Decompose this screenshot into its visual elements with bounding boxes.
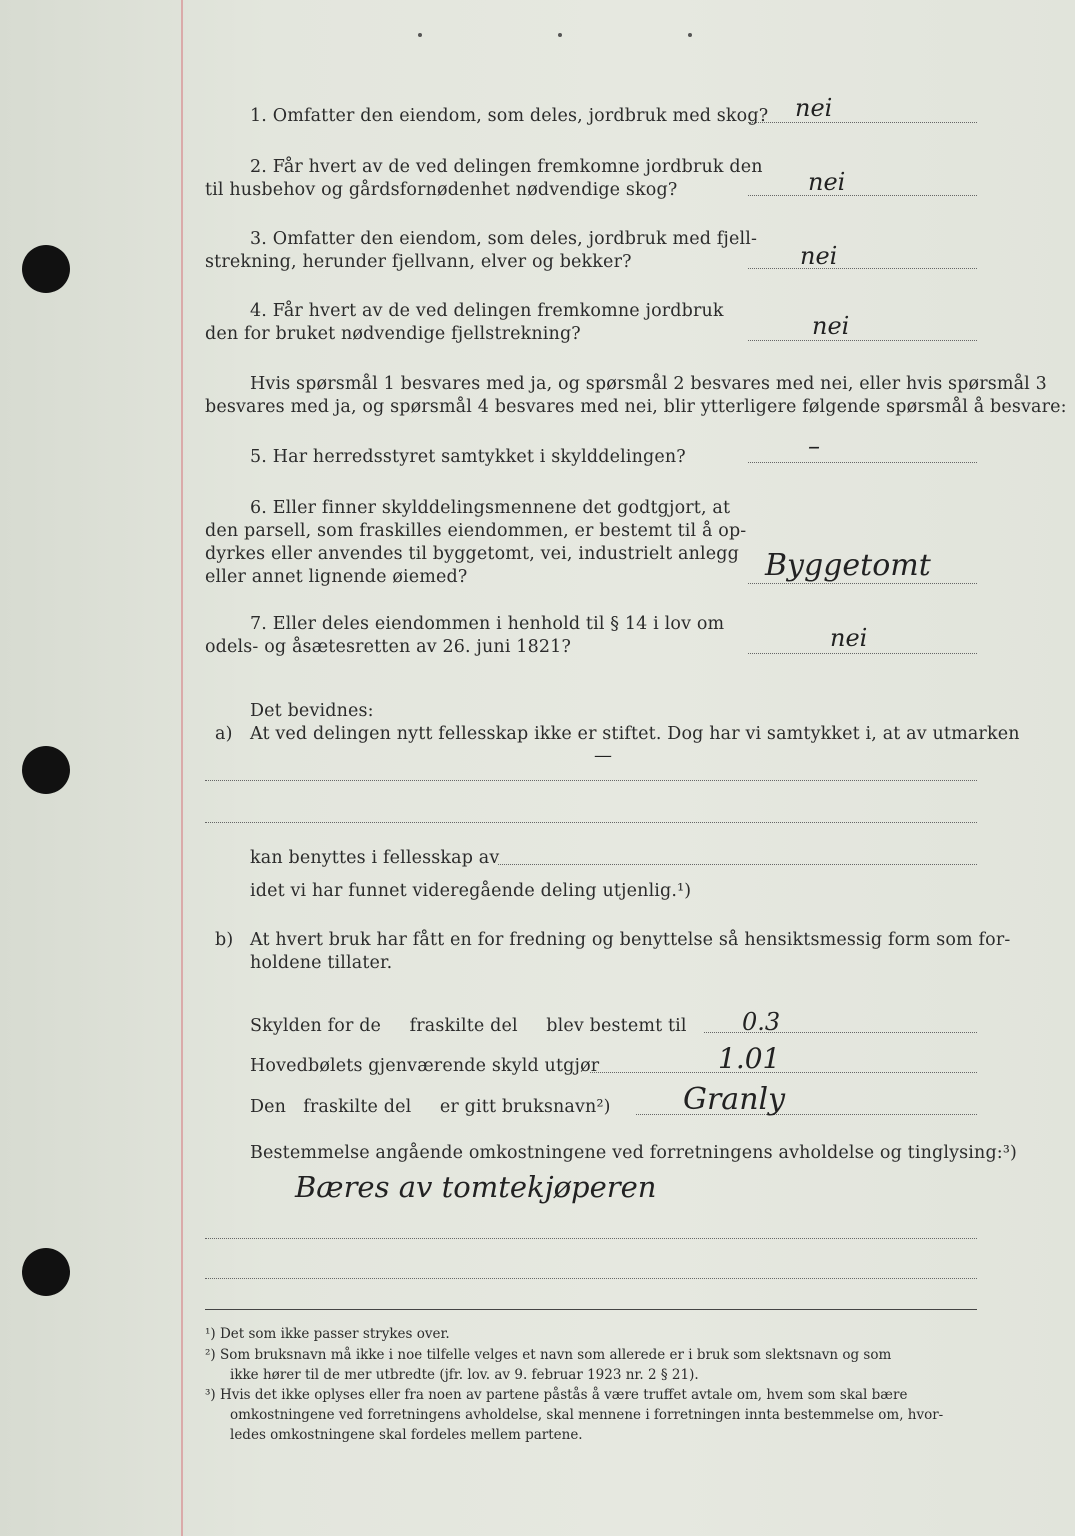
punch-hole	[22, 245, 70, 293]
answer-5: –	[808, 432, 820, 460]
footnote-3-line-2: omkostningene ved forretningens avholdelse, skal mennene i forretningen innta bestemmelse om, hvor-	[230, 1407, 944, 1423]
answer-line-3	[748, 268, 977, 269]
question-6-line-4: eller annet lignende øiemed?	[205, 567, 468, 587]
skyld-label: Skylden for de fraskilte del blev bestemt til	[250, 1016, 687, 1036]
question-6-line-1: 6. Eller finner skylddelingsmennene det godtgjort, at	[250, 498, 731, 518]
remaining-value: 1.01	[718, 1042, 781, 1075]
answer-line-1	[748, 122, 977, 123]
skyld-value: 0.3	[742, 1008, 781, 1036]
red-margin-line	[181, 0, 183, 1536]
item-b-line-2: holdene tillater.	[250, 953, 393, 973]
answer-2: nei	[808, 168, 846, 196]
item-a-text: At ved delingen nytt fellesskap ikke er stiftet. Dog har vi samtykket i, at av utmarken	[250, 724, 1020, 744]
question-7-line-2: odels- og åsætesretten av 26. juni 1821?	[205, 637, 571, 657]
remaining-line	[590, 1072, 977, 1073]
footnote-rule	[205, 1309, 977, 1310]
blank-line	[205, 1278, 977, 1279]
answer-4: nei	[812, 312, 850, 340]
costs-value: Bæres av tomtekjøperen	[295, 1170, 657, 1204]
reason-text: idet vi har funnet videregående deling utjenlig.¹)	[250, 881, 692, 901]
footnote-2-line-2: ikke hører til de mer utbredte (jfr. lov. av 9. februar 1923 nr. 2 § 21).	[230, 1367, 699, 1383]
answer-1: nei	[795, 94, 833, 122]
answer-7: nei	[830, 624, 868, 652]
answer-line-4	[748, 340, 977, 341]
condition-line-2: besvares med ja, og spørsmål 4 besvares med nei, blir ytterligere følgende spørsmål å besvare:	[205, 397, 1067, 417]
item-a-label: a)	[215, 724, 233, 744]
speck	[688, 33, 692, 37]
punch-hole	[22, 1248, 70, 1296]
answer-6: Byggetomt	[765, 548, 931, 583]
speck	[418, 33, 422, 37]
question-2-line-2: til husbehov og gårdsfornødenhet nødvendige skog?	[205, 180, 678, 200]
question-7-line-1: 7. Eller deles eiendommen i henhold til § 14 i lov om	[250, 614, 725, 634]
question-3-line-2: strekning, herunder fjellvann, elver og bekker?	[205, 252, 632, 272]
remaining-label: Hovedbølets gjenværende skyld utgjør	[250, 1056, 600, 1076]
answer-line-6	[748, 583, 977, 584]
question-5: 5. Har herredsstyret samtykket i skylddelingen?	[250, 447, 686, 467]
condition-line-1: Hvis spørsmål 1 besvares med ja, og spørsmål 2 besvares med nei, eller hvis spørsmål 3	[250, 374, 1047, 394]
answer-line-2	[748, 195, 977, 196]
footnote-3-line-1: ³) Hvis det ikke oplyses eller fra noen av partene påstås å være truffet avtale om, hvem som skal bære	[205, 1387, 908, 1403]
blank-line	[205, 1238, 977, 1239]
item-b-line-1: At hvert bruk har fått en for fredning og benyttelse så hensiktsmessig form som for-	[250, 930, 1011, 950]
answer-line-5	[748, 462, 977, 463]
costs-label: Bestemmelse angående omkostningene ved forretningens avholdelse og tinglysing:³)	[250, 1143, 1017, 1163]
question-6-line-3: dyrkes eller anvendes til byggetomt, vei, industrielt anlegg	[205, 544, 739, 564]
question-2-line-1: 2. Får hvert av de ved delingen fremkomne jordbruk den	[250, 157, 763, 177]
speck	[558, 33, 562, 37]
punch-hole	[22, 746, 70, 794]
footnote-3-line-3: ledes omkostningene skal fordeles mellem partene.	[230, 1427, 583, 1443]
shared-use-line	[498, 864, 977, 865]
answer-line-7	[748, 653, 977, 654]
question-4-line-2: den for bruket nødvendige fjellstrekning?	[205, 324, 581, 344]
certification-heading: Det bevidnes:	[250, 701, 374, 721]
question-6-line-2: den parsell, som fraskilles eiendommen, er bestemt til å op-	[205, 521, 747, 541]
blank-line	[205, 822, 977, 823]
item-a-fill: —	[594, 745, 612, 766]
footnote-1: ¹) Det som ikke passer strykes over.	[205, 1326, 450, 1342]
footnote-2-line-1: ²) Som bruksnavn må ikke i noe tilfelle velges et navn som allerede er i bruk som slektsnavn og som	[205, 1347, 892, 1363]
item-b-label: b)	[215, 930, 234, 950]
question-1: 1. Omfatter den eiendom, som deles, jordbruk med skog?	[250, 106, 769, 126]
shared-use-text: kan benyttes i fellesskap av	[250, 848, 500, 868]
blank-line	[205, 780, 977, 781]
name-value: Granly	[683, 1082, 786, 1117]
question-4-line-1: 4. Får hvert av de ved delingen fremkomne jordbruk	[250, 301, 724, 321]
name-label: Den fraskilte del er gitt bruksnavn²)	[250, 1097, 611, 1117]
question-3-line-1: 3. Omfatter den eiendom, som deles, jordbruk med fjell-	[250, 229, 758, 249]
answer-3: nei	[800, 242, 838, 270]
